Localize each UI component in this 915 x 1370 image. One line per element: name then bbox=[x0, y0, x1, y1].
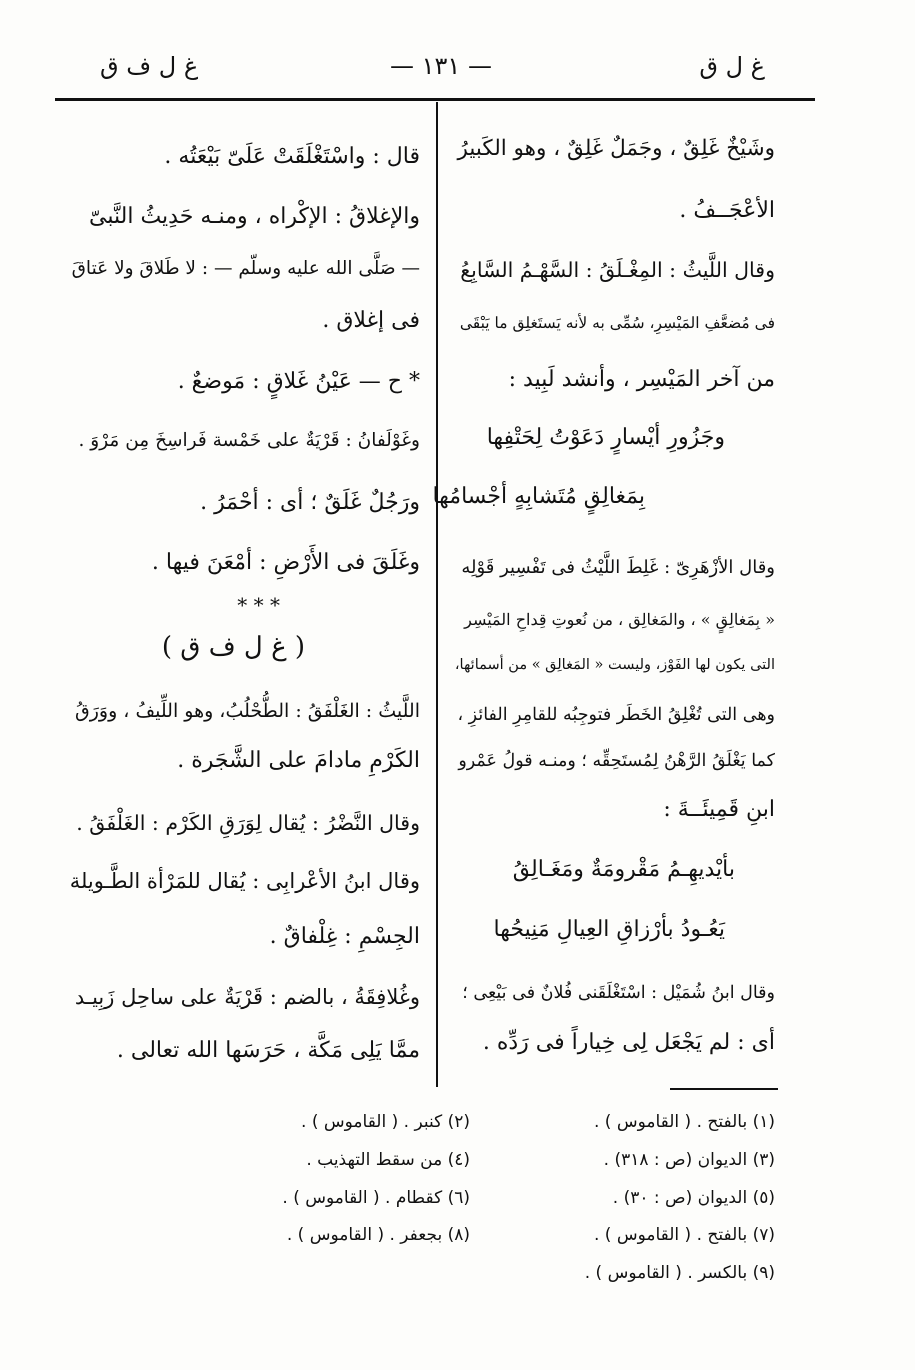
footnote-rule bbox=[670, 1088, 778, 1090]
verse-line: بِمَغالِقٍ مُتَشابِهٍ أجْسامُها bbox=[432, 484, 645, 509]
column-divider bbox=[436, 102, 438, 1087]
text-line: الأعْجَــفُ . bbox=[679, 198, 775, 223]
text-line: وغَوْلَفانُ : قَرْيَةٌ على خَمْسة فَراسِخَ مِن مَرْوَ . bbox=[78, 430, 420, 451]
footnote: (٧) بالفتح . ( القاموس ) . bbox=[593, 1225, 775, 1245]
verse-line: يَعُـودُ بأرْزاقِ العِيالِ مَنِيحُها bbox=[493, 917, 725, 942]
footnote: (٢) كنبر . ( القاموس ) . bbox=[301, 1112, 470, 1132]
text-line: الكَرْمِ مادامَ على الشَّجَرة . bbox=[177, 748, 420, 773]
text-line: كما يَغْلَقُ الرَّهْنُ لِمُستَحِقِّه ؛ ومنـه قولُ عَمْرو bbox=[458, 751, 775, 771]
verse-line: وجَزُورِ أيْسارٍ دَعَوْتُ لِحَتْفِها bbox=[486, 425, 725, 450]
header-root-left: غ ل ف ق bbox=[100, 52, 199, 80]
text-line: اللَّيثُ : الغَلْفَقُ : الطُّحْلُبُ، وهو اللِّيفُ ، ووَرَقُ bbox=[74, 700, 420, 722]
text-line: ورَجُلٌ غَلَقٌ ؛ أى : أحْمَرُ . bbox=[200, 490, 420, 515]
header-rule bbox=[55, 98, 815, 101]
text-line: فى إغلاق . bbox=[322, 308, 420, 333]
left-column bbox=[70, 120, 420, 1080]
text-line: وقال اللَّيثُ : المِغْـلَقُ : السَّهْـمُ السَّابِعُ bbox=[460, 258, 775, 282]
footnote: (٤) من سقط التهذيب . bbox=[306, 1150, 470, 1170]
text-line: من آخر المَيْسِر ، وأنشد لَبِيد : bbox=[508, 367, 775, 392]
text-line: والإغلاقُ : الإكْراه ، ومنـه حَدِيثُ النَّبىّ bbox=[89, 204, 420, 229]
footnote: (٩) بالكسر . ( القاموس ) . bbox=[584, 1263, 775, 1283]
text-line: وقال النَّضْرُ : يُقال لِوَرَقِ الكَرْم : الغَلْفَقُ . bbox=[76, 811, 420, 835]
verse-line: بأيْديهِـمُ مَقْرومَةٌ ومَغَـالِقُ bbox=[512, 857, 735, 882]
text-line: وهى التى تُغْلِقُ الخَطَر فتوجِبُه للقامِرِ الفائزِ ، bbox=[457, 705, 775, 725]
text-line: الجِسْمِ : غِلْفاقٌ . bbox=[269, 924, 420, 949]
text-line: وغُلافِقَةُ ، بالضم : قَرْيَةٌ على ساحِل زَبِيـد bbox=[74, 985, 420, 1009]
text-line: وقال ابنُ شُمَيْل : اسْتَغْلَقَنى فُلانٌ فى بَيْعِى ؛ bbox=[462, 983, 775, 1003]
text-line: * ح — عَيْنُ غَلاقٍ : مَوضعٌ . bbox=[177, 369, 420, 394]
text-line: وغَلَقَ فى الأَرْضِ : أمْعَنَ فيها . bbox=[151, 550, 420, 575]
text-line: قال : واسْتَغْلَقَتْ عَلَىّ بَيْعَتُه . bbox=[164, 144, 420, 169]
text-line: فى مُضعَّفِ المَيْسِرِ، سُمِّى به لأنه يَستَغلِق ما يَبْقَى bbox=[459, 314, 775, 332]
text-line: وشَيْخٌ غَلِقٌ ، وجَمَلٌ غَلِقٌ ، وهو الكَبيرُ bbox=[457, 136, 775, 161]
footnote: (١) بالفتح . ( القاموس ) . bbox=[593, 1112, 775, 1132]
footnote: (٣) الديوان (ص : ٣١٨) . bbox=[603, 1150, 775, 1170]
footnote: (٥) الديوان (ص : ٣٠) . bbox=[612, 1188, 775, 1208]
section-title: ( غ ل ف ق ) bbox=[161, 632, 305, 662]
footnote: (٦) كقطام . ( القاموس ) . bbox=[282, 1188, 470, 1208]
section-stars: * * * bbox=[237, 593, 280, 617]
text-line: ممَّا يَلِى مَكَّة ، حَرَسَها الله تعالى . bbox=[116, 1038, 420, 1063]
page-number: — ١٣١ — bbox=[390, 52, 492, 80]
footnote: (٨) بجعفر . ( القاموس ) . bbox=[286, 1225, 470, 1245]
text-line: ابنِ قَمِيئَــةَ : bbox=[663, 797, 775, 822]
text-line: أى : لم يَجْعَل لِى خِياراً فى رَدِّه . bbox=[482, 1030, 775, 1055]
right-column bbox=[432, 120, 775, 1080]
text-line: وقال الأزْهَرِىّ : غَلِطَ اللَّيْثُ فى تَفْسِير قَوْلِه bbox=[461, 557, 775, 578]
text-line: وقال ابنُ الأعْرابِى : يُقال للمَرْأة الطَّـويلة bbox=[69, 869, 420, 893]
header-root-right: غ ل ق bbox=[699, 52, 765, 80]
text-line: التى يكون لها الفَوْز، وليست « المَغالِق » من أسمائها، bbox=[454, 657, 775, 673]
text-line: « بِمَغالِقٍ » ، والمَغالِق ، من نُعوتِ قِداحِ المَيْسِر bbox=[464, 610, 775, 629]
text-line: — صَلَّى الله عليه وسلّم — : لا طَلاقَ ولا عَتاقَ bbox=[71, 258, 420, 279]
